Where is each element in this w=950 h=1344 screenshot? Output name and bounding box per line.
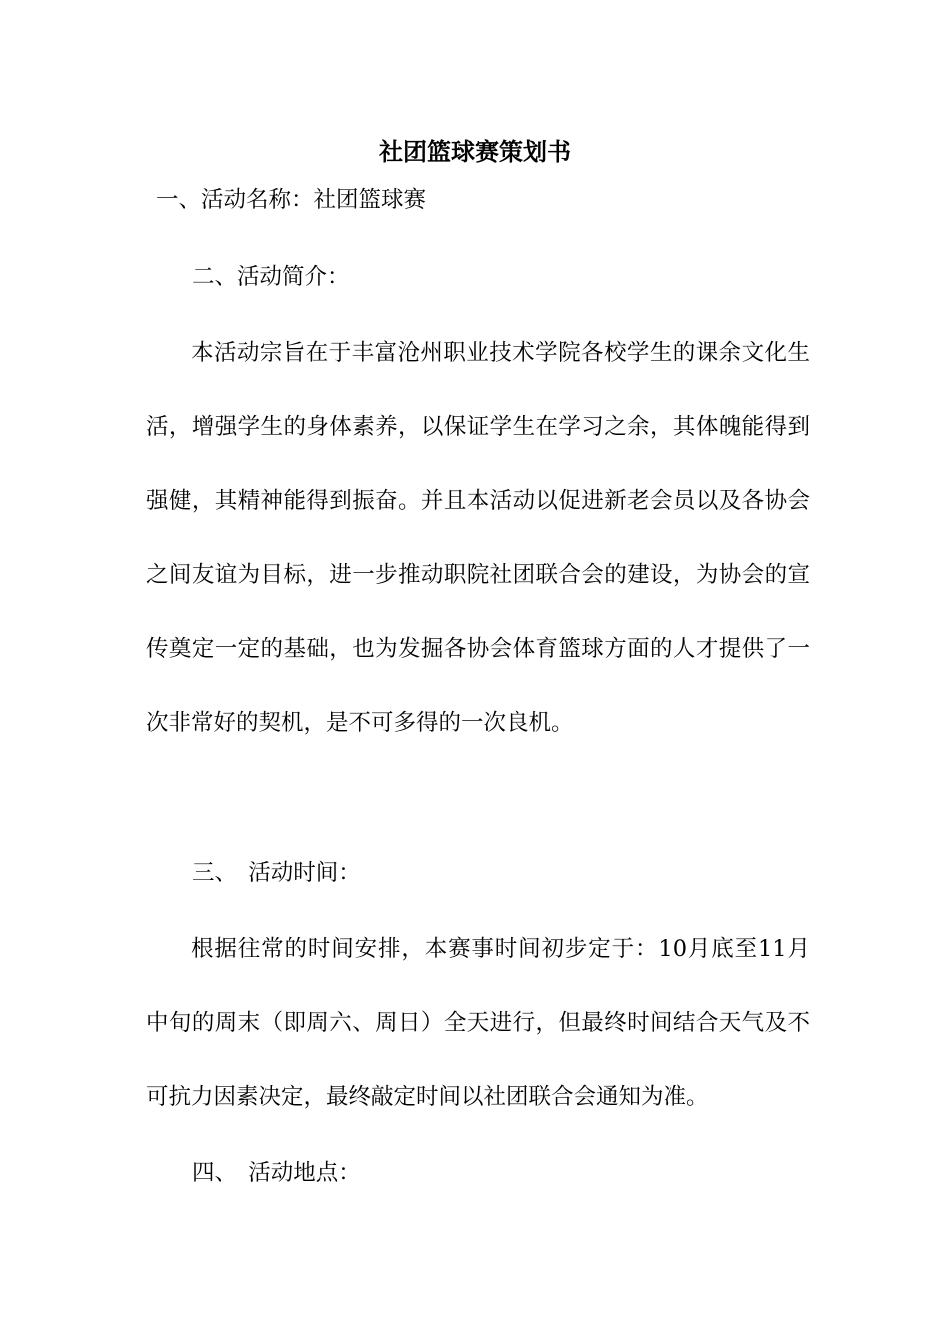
- section-intro-body: 本活动宗旨在于丰富沧州职业技术学院各校学生的课余文化生活，增强学生的身体素养，以保证学生在学习之余，其体魄能得到强健，其精神能得到振奋。并且本活动以促进新老会员以及各协会之间友谊为目标，进一步推动职院社团联合会的建设，为协会的宣传奠定一定的基础，也为发掘各协会体育篮球方面的人才提供了一次非常好的契机，是不可多得的一次良机。: [146, 340, 810, 736]
- section-location-heading: 四、 活动地点：: [192, 1160, 361, 1186]
- section-time-body: 根据往常的时间安排，本赛事时间初步定于：10月底至11月中旬的周末（即周六、周日）全天进行，但最终时间结合天气及不可抗力因素决定，最终敲定时间以社团联合会通知为准。: [146, 936, 810, 1110]
- document-title: 社团篮球赛策划书: [379, 137, 571, 166]
- section-intro-heading: 二、活动简介：: [192, 264, 350, 290]
- section-time-heading: 三、 活动时间：: [192, 860, 361, 886]
- section-activity-name: 一、活动名称：社团篮球赛: [156, 187, 427, 213]
